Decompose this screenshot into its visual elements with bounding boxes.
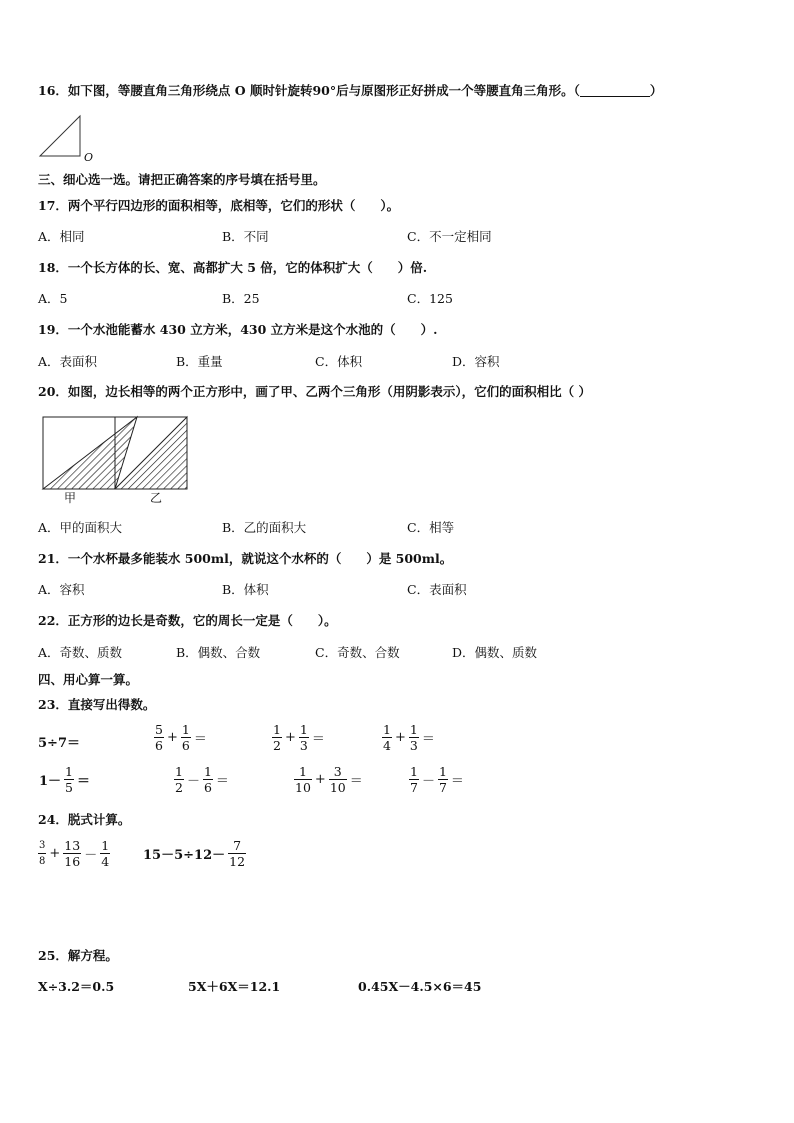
section4-title: 四、用心算一算。 xyxy=(38,672,139,687)
section3-title: 三、细心选一选。请把正确答案的序号填在括号里。 xyxy=(38,172,326,187)
q19-option-d[interactable]: D．容积 xyxy=(452,354,500,369)
q23-expr-1-text: 5÷7＝ xyxy=(38,736,80,751)
q16-answer-blank[interactable] xyxy=(580,84,650,97)
q24-expr-1: $\frac{3}{8}$ + $\frac{13}{16}$ － $\frac{1}{4}$ xyxy=(39,838,110,869)
q17-option-b[interactable]: B．不同 xyxy=(222,229,269,244)
q22-option-c[interactable]: C．奇数、合数 xyxy=(315,645,400,660)
q23-expr-8: $\frac{1}{7}$ － $\frac{1}{7}$ ＝ xyxy=(410,764,464,795)
q23-expr-6: $\frac{1}{2}$ － $\frac{1}{6}$ ＝ xyxy=(175,764,229,795)
q18-option-c[interactable]: C．125 xyxy=(407,291,453,306)
q25-equation-3: 0.45X－4.5×6＝45 xyxy=(358,979,482,994)
q22-option-a[interactable]: A．奇数、质数 xyxy=(38,645,123,660)
q20-squares-figure xyxy=(40,414,200,494)
q21-option-b[interactable]: B．体积 xyxy=(222,582,269,597)
q23-text: 23．直接写出得数。 xyxy=(38,697,156,712)
q20-option-a[interactable]: A．甲的面积大 xyxy=(38,520,123,535)
q23-expr-5: 1－ $\frac{1}{5}$ ＝ xyxy=(39,764,91,795)
q24-expr-2: 15－5÷12－ $\frac{7}{12}$ xyxy=(143,838,246,869)
q16-text: 16．如下图，等腰直角三角形绕点 O 顺时针旋转90°后与原图形正好拼成一个等腰直角三角形。（ xyxy=(38,83,580,98)
q20-text: 20．如图，边长相等的两个正方形中，画了甲、乙两个三角形（用阴影表示），它们的面积相比（ ） xyxy=(38,384,591,399)
q21-text: 21．一个水杯最多能装水 500ml，就说这个水杯的（ ）是 500ml。 xyxy=(38,551,453,566)
q25-text: 25．解方程。 xyxy=(38,948,118,963)
q19-option-b[interactable]: B．重量 xyxy=(176,354,223,369)
q16-close: ） xyxy=(649,83,663,98)
q19-text: 19．一个水池能蓄水 430 立方米，430 立方米是这个水池的（ ）. xyxy=(38,322,438,337)
q23-expr-7: $\frac{1}{10}$ + $\frac{3}{10}$ ＝ xyxy=(295,764,363,795)
q20-label-jia: 甲 xyxy=(64,491,77,505)
q17-text: 17．两个平行四边形的面积相等，底相等，它们的形状（ ）。 xyxy=(38,198,400,213)
q16-triangle xyxy=(40,116,80,156)
q17-option-c[interactable]: C．不一定相同 xyxy=(407,229,492,244)
q23-expr-1 xyxy=(38,732,80,751)
q21-option-c[interactable]: C．表面积 xyxy=(407,582,467,597)
q20-option-c[interactable]: C．相等 xyxy=(407,520,455,535)
q20-triangle-jia xyxy=(43,417,137,489)
q22-option-d[interactable]: D．偶数、质数 xyxy=(452,645,538,660)
q25-equation-1: X÷3.2＝0.5 xyxy=(38,979,115,994)
q18-option-a[interactable]: A．5 xyxy=(38,291,68,306)
q24-text: 24．脱式计算。 xyxy=(38,812,131,827)
q18-text: 18．一个长方体的长、宽、高都扩大 5 倍，它的体积扩大（ ）倍. xyxy=(38,260,428,275)
q22-text: 22．正方形的边长是奇数，它的周长一定是（ ）。 xyxy=(38,613,337,628)
q23-expr-4: $\frac{1}{4}$ + $\frac{1}{3}$ ＝ xyxy=(383,722,435,753)
q17-option-a[interactable]: A．相同 xyxy=(38,229,85,244)
q16-point-o-label: O xyxy=(84,151,94,164)
q20-option-b[interactable]: B．乙的面积大 xyxy=(222,520,307,535)
q18-option-b[interactable]: B．25 xyxy=(222,291,260,306)
q19-option-c[interactable]: C．体积 xyxy=(315,354,363,369)
q19-option-a[interactable]: A．表面积 xyxy=(38,354,98,369)
q22-option-b[interactable]: B．偶数、合数 xyxy=(176,645,261,660)
q21-option-a[interactable]: A．容积 xyxy=(38,582,85,597)
q23-expr-2: $\frac{5}{6}$ + $\frac{1}{6}$ ＝ xyxy=(155,722,207,753)
q20-label-yi: 乙 xyxy=(150,491,163,505)
q25-equation-2: 5X＋6X＝12.1 xyxy=(188,979,281,994)
q23-expr-3: $\frac{1}{2}$ + $\frac{1}{3}$ ＝ xyxy=(273,722,325,753)
q16-line xyxy=(38,83,662,99)
